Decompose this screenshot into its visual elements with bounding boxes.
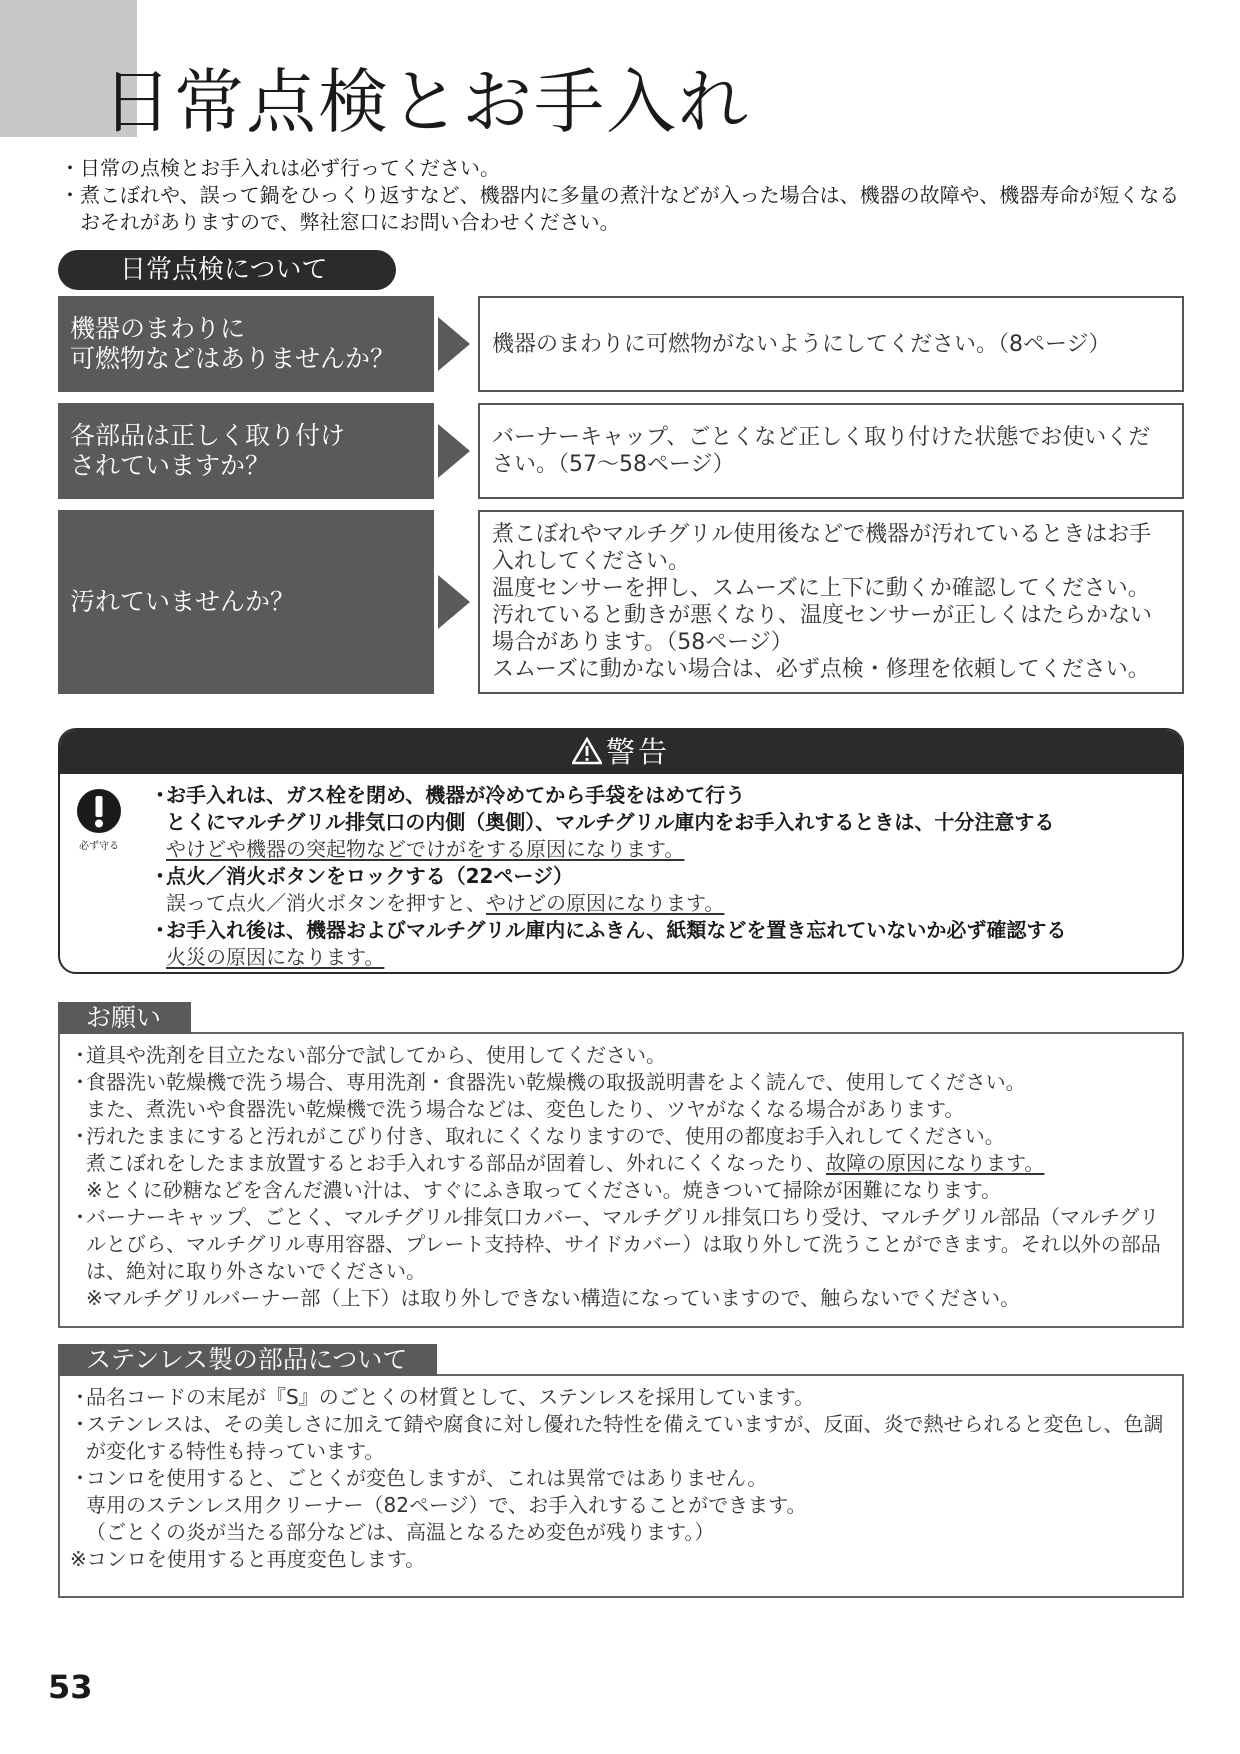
list-item: ・ 品名コードの末尾が『S』のごとくの材質として、ステンレスを採用しています。 <box>70 1385 815 1409</box>
warning-note: やけどや機器の突起物などでけがをする原因になります。 <box>166 837 685 861</box>
list-item: ・ ステンレスは、その美しさに加えて錆や腐食に対し優れた特性を備えていますが、反面、炎で熱せられると変色し、色調が変化する特性も持っています。 <box>70 1412 1164 1463</box>
warning-header <box>60 730 1182 774</box>
warning-point: ・ お手入れ後は、機器およびマルチグリル庫内にふきん、紙類などを置き忘れていないか必ず確認する <box>150 918 1067 942</box>
list-item: ・ コンロを使用すると、ごとくが変色しますが、これは異常ではありません。 <box>70 1466 768 1490</box>
stainless-box <box>58 1345 1184 1598</box>
request-list <box>60 1034 1182 1318</box>
arrow-right-icon <box>438 424 470 478</box>
list-item: ・ 食器洗い乾燥機で洗う場合、専用洗剤・食器洗い乾燥機の取扱説明書をよく読んで、使用してください。 <box>70 1070 1026 1094</box>
intro-list <box>60 155 1190 236</box>
arrow-right-icon <box>438 317 470 371</box>
check-answer: 機器のまわりに可燃物がないようにしてください。（8ページ） <box>478 296 1184 392</box>
must-observe-label: 必ず守る <box>79 841 119 852</box>
check-answer: 煮こぼれやマルチグリル使用後などで機器が汚れているときはお手入れしてください。 温度センサーを押し、スムーズに上下に動くか確認してください。汚れていると動きが悪くなり、温度センサーが正しくはたらかない場合があります。（58ページ） スムーズに動かない場合は、必ず点検・修理を依頼してください。 <box>478 510 1184 694</box>
warning-title: 警告 <box>605 735 670 769</box>
list-item-continuation: 専用のステンレス用クリーナー（82ページ）で、お手入れすることができます。 <box>86 1493 807 1517</box>
list-item: ・ バーナーキャップ、ごとく、マルチグリル排気口カバー、マルチグリル排気口ちり受け、マルチグリル部品（マルチグリルとびら、マルチグリル専用容器、プレート支持枠、サイドカバー）は取り外して洗うことができます。それ以外の部品は、絶対に取り外さないでください。 <box>70 1205 1161 1283</box>
warning-sub: とくにマルチグリル排気口の内側（奥側）、マルチグリル庫内をお手入れするときは、十分注意する <box>166 810 1055 834</box>
list-item: ・ 煮こぼれや、誤って鍋をひっくり返すなど、機器内に多量の煮汁などが入った場合は、機器の故障や、機器寿命が短くなるおそれがありますので、弊社窓口にお問い合わせください。 <box>60 183 1180 234</box>
warning-point: ・ お手入れは、ガス栓を閉め、機器が冷めてから手袋をはめて行う <box>150 783 746 807</box>
exclamation-circle-icon <box>76 788 122 834</box>
check-answer: バーナーキャップ、ごとくなど正しく取り付けた状態でお使いください。（57〜58ページ） <box>478 403 1184 499</box>
list-item-continuation: 煮こぼれをしたまま放置するとお手入れする部品が固着し、外れにくくなったり、故障の原因になります。 <box>86 1151 1045 1175</box>
list-item: ・ 日常の点検とお手入れは必ず行ってください。 <box>60 156 500 180</box>
stainless-list <box>60 1376 1182 1579</box>
list-item-note: ※コンロを使用すると再度変色します。 <box>70 1547 426 1571</box>
check-question: 各部品は正しく取り付け されていますか？ <box>58 403 434 499</box>
list-item: ・ 道具や洗剤を目立たない部分で試してから、使用してください。 <box>70 1043 666 1067</box>
check-question: 汚れていませんか？ <box>58 510 434 694</box>
warning-note: 誤って点火／消火ボタンを押すと、やけどの原因になります。 <box>166 891 725 915</box>
check-row <box>58 296 1184 392</box>
list-item: ・ 汚れたままにすると汚れがこびり付き、取れにくくなりますので、使用の都度お手入れしてください。 <box>70 1124 1005 1148</box>
daily-check-heading: 日常点検について <box>58 250 396 290</box>
check-row <box>58 510 1184 694</box>
page-number: 53 <box>48 1668 93 1706</box>
must-observe-badge <box>74 788 124 854</box>
warning-point: ・ 点火／消火ボタンをロックする（22ページ） <box>150 864 574 888</box>
warning-note: 火災の原因になります。 <box>166 945 385 969</box>
list-item-continuation: また、煮洗いや食器洗い乾燥機で洗う場合などは、変色したり、ツヤがなくなる場合があります。 <box>86 1097 965 1121</box>
list-item-continuation: （ごとくの炎が当たる部分などは、高温となるため変色が残ります。） <box>86 1520 715 1544</box>
stainless-heading: ステンレス製の部品について <box>58 1344 437 1376</box>
check-question: 機器のまわりに 可燃物などはありませんか？ <box>58 296 434 392</box>
warning-list <box>150 782 1150 971</box>
request-heading: お願い <box>58 1002 191 1034</box>
list-item-note: ※とくに砂糖などを含んだ濃い汁は、すぐにふき取ってください。焼きついて掃除が困難になります。 <box>86 1178 1002 1202</box>
warning-triangle-icon <box>572 737 602 765</box>
page-title: 日常点検とお手入れ <box>102 61 750 143</box>
check-row <box>58 403 1184 499</box>
request-box <box>58 1003 1184 1328</box>
warning-box <box>58 728 1184 974</box>
arrow-right-icon <box>438 575 470 629</box>
list-item-note: ※マルチグリルバーナー部（上下）は取り外しできない構造になっていますので、触らないでください。 <box>86 1286 1021 1310</box>
